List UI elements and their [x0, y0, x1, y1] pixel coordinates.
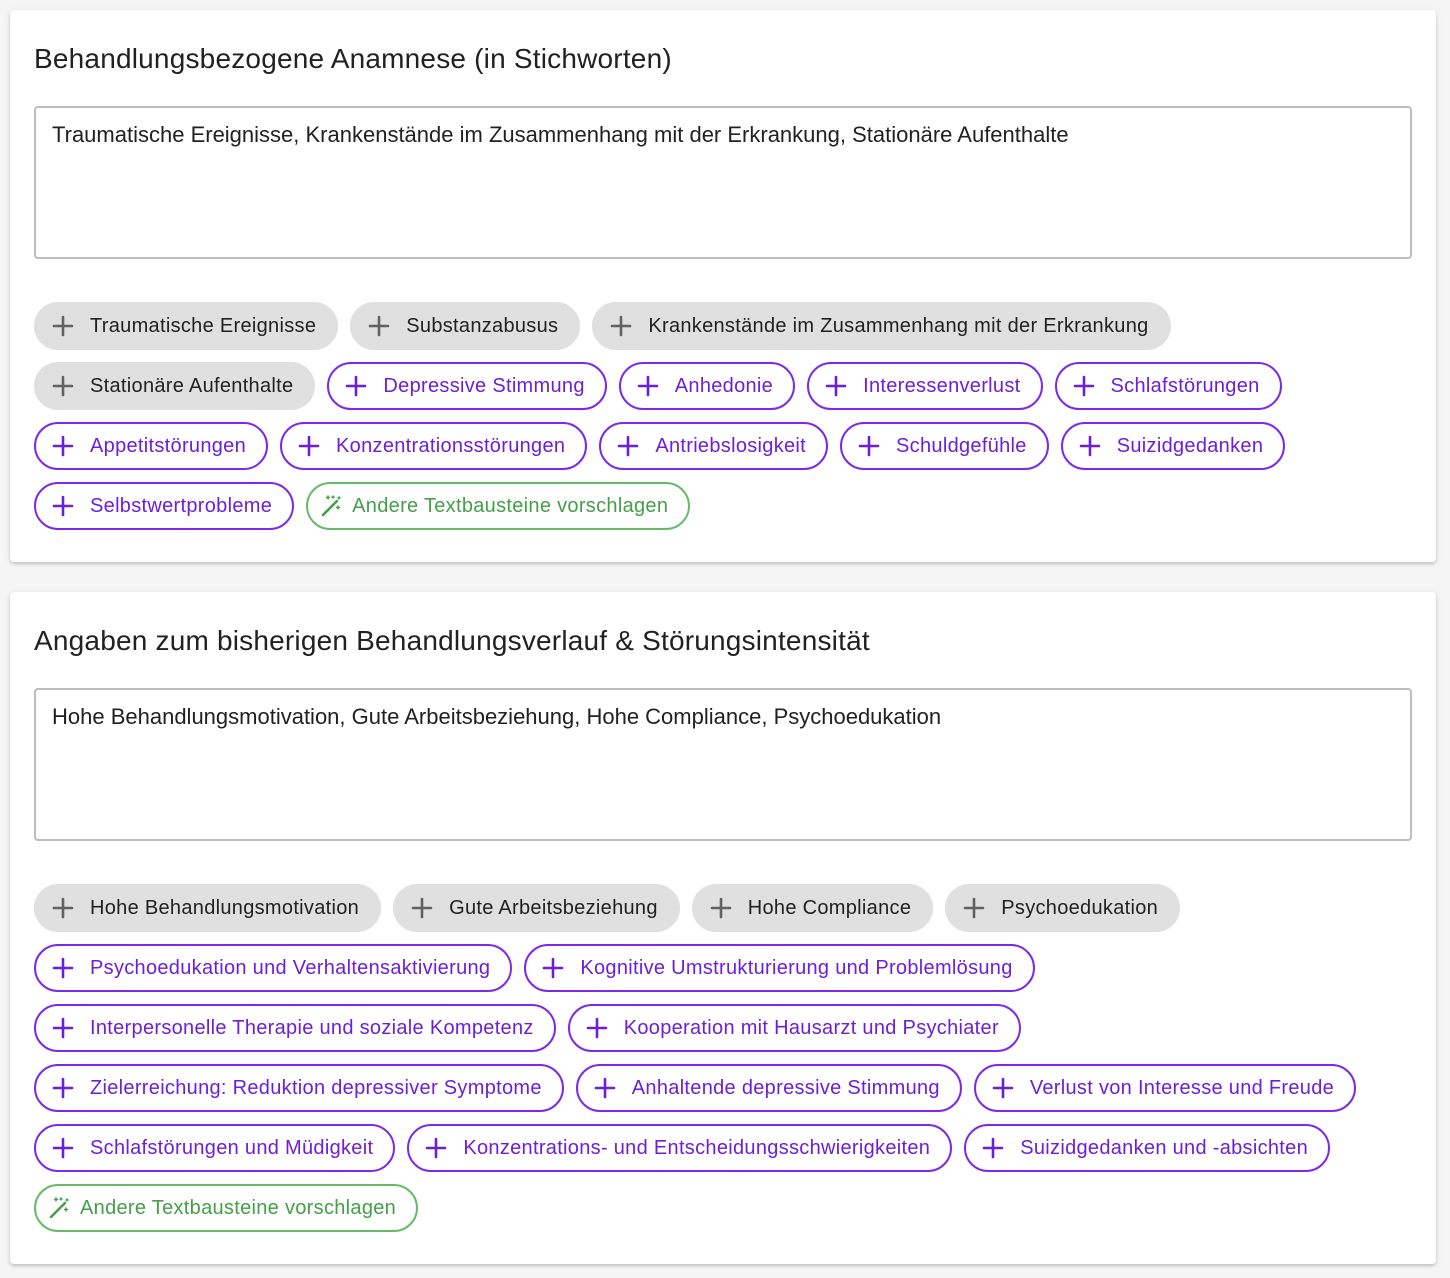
plus-icon — [990, 1075, 1016, 1101]
behandlungsverlauf-chip-list — [34, 884, 1412, 1244]
suggested-text-chip[interactable] — [34, 1004, 556, 1052]
plus-icon — [584, 1015, 610, 1041]
chip-label: Krankenstände im Zusammenhang mit der Erkrankung — [648, 314, 1149, 337]
plus-icon — [708, 895, 734, 921]
plus-icon — [50, 373, 76, 399]
plus-icon — [608, 313, 634, 339]
chip-label: Appetitstörungen — [90, 434, 247, 457]
suggested-text-chip[interactable] — [964, 1124, 1330, 1172]
anamnese-textarea[interactable] — [34, 106, 1412, 259]
anamnese-title: Behandlungsbezogene Anamnese (in Stichworten) — [34, 43, 672, 74]
suggested-text-chip[interactable] — [576, 1064, 962, 1112]
plus-icon — [961, 895, 987, 921]
suggest-other-snippets-button[interactable] — [306, 482, 690, 530]
suggested-text-chip[interactable] — [407, 1124, 952, 1172]
chip-label: Konzentrations- und Entscheidungsschwierigkeiten — [463, 1136, 931, 1159]
suggested-text-chip[interactable] — [34, 1124, 395, 1172]
chip-label: Hohe Behandlungsmotivation — [90, 896, 360, 919]
suggested-text-chip[interactable] — [840, 422, 1049, 470]
suggested-text-chip[interactable] — [280, 422, 587, 470]
plus-icon — [50, 955, 76, 981]
plus-icon — [343, 373, 369, 399]
plus-icon — [1077, 433, 1103, 459]
chip-label: Zielerreichung: Reduktion depressiver Symptome — [90, 1076, 542, 1099]
suggested-text-chip[interactable] — [34, 422, 268, 470]
chip-label: Traumatische Ereignisse — [90, 314, 317, 337]
magic-wand-icon — [318, 493, 344, 519]
suggested-text-chip[interactable] — [327, 362, 606, 410]
chip-label: Suizidgedanken — [1116, 434, 1264, 457]
plus-icon — [635, 373, 661, 399]
anamnese-chip-list — [34, 302, 1412, 542]
suggested-text-chip[interactable] — [34, 944, 512, 992]
chip-label: Substanzabusus — [406, 314, 559, 337]
plus-icon — [50, 895, 76, 921]
chip-label: Interessenverlust — [863, 374, 1021, 397]
chip-label: Interpersonelle Therapie und soziale Kompetenz — [90, 1016, 534, 1039]
suggested-text-chip[interactable] — [34, 1064, 564, 1112]
suggested-text-chip[interactable] — [807, 362, 1042, 410]
plus-icon — [592, 1075, 618, 1101]
chip-label: Schlafstörungen und Müdigkeit — [90, 1136, 374, 1159]
plus-icon — [540, 955, 566, 981]
chip-label: Gute Arbeitsbeziehung — [449, 896, 658, 919]
plus-icon — [50, 313, 76, 339]
chip-label: Psychoedukation — [1001, 896, 1159, 919]
plus-icon — [50, 1075, 76, 1101]
suggested-text-chip[interactable] — [974, 1064, 1356, 1112]
chip-label: Anhedonie — [674, 374, 774, 397]
used-text-chip[interactable] — [692, 884, 933, 932]
chip-label: Hohe Compliance — [747, 896, 912, 919]
used-text-chip[interactable] — [34, 884, 381, 932]
chip-label: Antriebslosigkeit — [655, 434, 807, 457]
behandlungsverlauf-card — [10, 592, 1436, 1264]
used-text-chip[interactable] — [393, 884, 680, 932]
chip-label: Suizidgedanken und -absichten — [1020, 1136, 1309, 1159]
chip-label: Selbstwertprobleme — [90, 494, 273, 517]
plus-icon — [423, 1135, 449, 1161]
used-text-chip[interactable] — [34, 362, 315, 410]
plus-icon — [50, 1015, 76, 1041]
chip-label: Anhaltende depressive Stimmung — [631, 1076, 940, 1099]
plus-icon — [50, 433, 76, 459]
behandlungsverlauf-title: Angaben zum bisherigen Behandlungsverlauf & Störungsintensität — [34, 625, 870, 656]
anamnese-card — [10, 10, 1436, 562]
magic-wand-icon — [46, 1195, 72, 1221]
suggested-text-chip[interactable] — [599, 422, 828, 470]
plus-icon — [823, 373, 849, 399]
suggested-text-chip[interactable] — [34, 482, 294, 530]
plus-icon — [1071, 373, 1097, 399]
suggested-text-chip[interactable] — [1055, 362, 1282, 410]
chip-label: Andere Textbausteine vorschlagen — [352, 494, 669, 517]
suggested-text-chip[interactable] — [619, 362, 795, 410]
used-text-chip[interactable] — [945, 884, 1180, 932]
chip-label: Stationäre Aufenthalte — [90, 374, 294, 397]
suggest-other-snippets-button[interactable] — [34, 1184, 418, 1232]
chip-label: Schlafstörungen — [1110, 374, 1260, 397]
chip-label: Kognitive Umstrukturierung und Problemlösung — [580, 956, 1013, 979]
plus-icon — [856, 433, 882, 459]
used-text-chip[interactable] — [592, 302, 1170, 350]
plus-icon — [409, 895, 435, 921]
plus-icon — [980, 1135, 1006, 1161]
plus-icon — [296, 433, 322, 459]
plus-icon — [50, 493, 76, 519]
chip-label: Verlust von Interesse und Freude — [1029, 1076, 1335, 1099]
chip-label: Psychoedukation und Verhaltensaktivierung — [90, 956, 491, 979]
plus-icon — [366, 313, 392, 339]
chip-label: Andere Textbausteine vorschlagen — [80, 1196, 397, 1219]
suggested-text-chip[interactable] — [524, 944, 1034, 992]
used-text-chip[interactable] — [34, 302, 338, 350]
behandlungsverlauf-textarea[interactable] — [34, 688, 1412, 841]
suggested-text-chip[interactable] — [568, 1004, 1021, 1052]
plus-icon — [615, 433, 641, 459]
plus-icon — [50, 1135, 76, 1161]
chip-label: Depressive Stimmung — [383, 374, 585, 397]
suggested-text-chip[interactable] — [1061, 422, 1286, 470]
chip-label: Konzentrationsstörungen — [336, 434, 566, 457]
used-text-chip[interactable] — [350, 302, 580, 350]
chip-label: Schuldgefühle — [896, 434, 1027, 457]
chip-label: Kooperation mit Hausarzt und Psychiater — [623, 1016, 999, 1039]
